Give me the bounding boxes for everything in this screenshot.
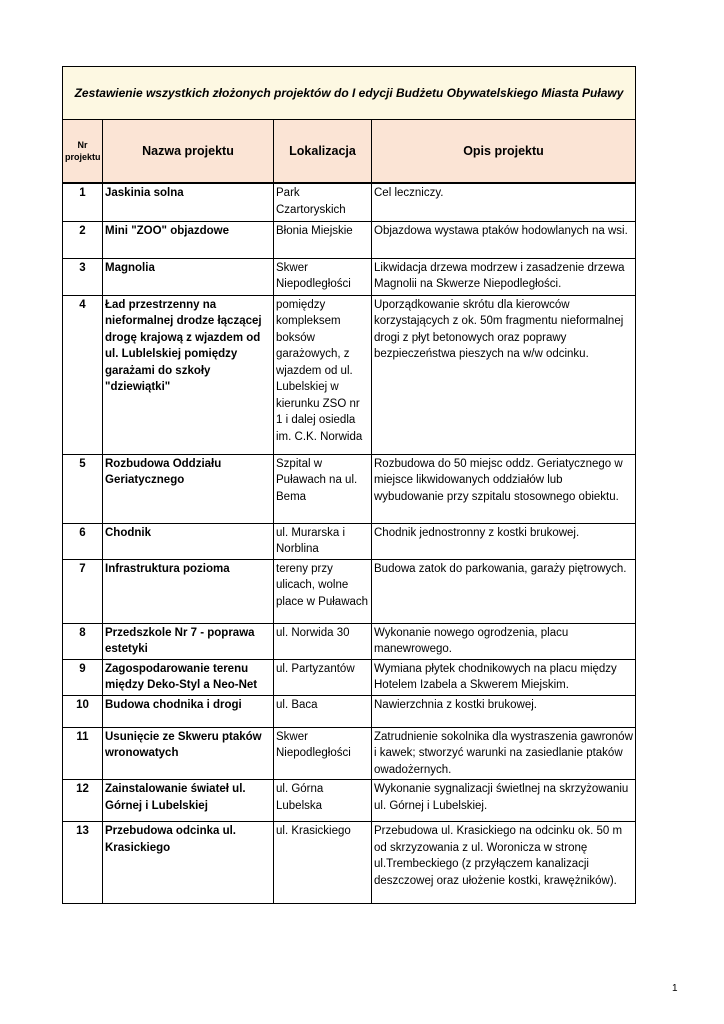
page-number: 1 — [672, 983, 678, 994]
table-body — [63, 183, 636, 904]
cell-nr: 5 — [63, 454, 103, 523]
cell-name: Zainstalowanie świateł ul. Górnej i Lubelskiej — [103, 780, 274, 822]
cell-location: ul. Murarska i Norblina — [274, 523, 372, 559]
cell-name: Chodnik — [103, 523, 274, 559]
cell-name: Magnolia — [103, 258, 274, 295]
cell-description: Uporządkowanie skrótu dla kierowców korzystających z ok. 50m fragmentu nieformalnej drogi z płyt betonowych oraz poprawy bezpieczeństwa pieszych na w/w odcinku. — [372, 295, 636, 454]
cell-location: ul. Partyzantów — [274, 659, 372, 695]
cell-location: Błonia Miejskie — [274, 221, 372, 258]
cell-name: Mini "ZOO" objazdowe — [103, 221, 274, 258]
cell-name: Usunięcie ze Skweru ptaków wronowatych — [103, 727, 274, 780]
cell-description: Wymiana płytek chodnikowych na placu między Hotelem Izabela a Skwerem Miejskim. — [372, 659, 636, 695]
table-row — [63, 454, 636, 523]
cell-location: ul. Górna Lubelska — [274, 780, 372, 822]
cell-nr: 3 — [63, 258, 103, 295]
cell-name: Infrastruktura pozioma — [103, 559, 274, 623]
projects-table — [62, 66, 636, 904]
cell-description: Cel leczniczy. — [372, 183, 636, 221]
cell-name: Jaskinia solna — [103, 183, 274, 221]
cell-nr: 10 — [63, 695, 103, 727]
table-row — [63, 780, 636, 822]
cell-name: Rozbudowa Oddziału Geriatycznego — [103, 454, 274, 523]
cell-location: ul. Norwida 30 — [274, 623, 372, 659]
table-row — [63, 822, 636, 904]
column-header-nr: Nr projektu — [63, 120, 103, 184]
cell-nr: 8 — [63, 623, 103, 659]
cell-nr: 12 — [63, 780, 103, 822]
table-row — [63, 295, 636, 454]
column-header-location: Lokalizacja — [274, 120, 372, 184]
cell-location: Szpital w Puławach na ul. Bema — [274, 454, 372, 523]
cell-nr: 9 — [63, 659, 103, 695]
table-row — [63, 258, 636, 295]
cell-nr: 1 — [63, 183, 103, 221]
table-row — [63, 727, 636, 780]
cell-location: Skwer Niepodległości — [274, 727, 372, 780]
cell-description: Przebudowa ul. Krasickiego na odcinku ok. 50 m od skrzyzowania z ul. Woronicza w stronę ul.Trembeckiego (z przyłączem kanalizacji deszczowej oraz ułożenie kostki, krawężników). — [372, 822, 636, 904]
cell-description: Objazdowa wystawa ptaków hodowlanych na wsi. — [372, 221, 636, 258]
cell-location: tereny przy ulicach, wolne place w Puławach — [274, 559, 372, 623]
cell-name: Ład przestrzenny na nieformalnej drodze łączącej drogę krajową z wjazdem od ul. Lublelskiej pomiędzy garażami do szkoły "dziewiątki" — [103, 295, 274, 454]
table-row — [63, 559, 636, 623]
cell-description: Chodnik jednostronny z kostki brukowej. — [372, 523, 636, 559]
table-row — [63, 695, 636, 727]
cell-name: Zagospodarowanie terenu między Deko-Styl a Neo-Net — [103, 659, 274, 695]
cell-location: ul. Baca — [274, 695, 372, 727]
cell-location: Skwer Niepodległości — [274, 258, 372, 295]
cell-name: Przebudowa odcinka ul. Krasickiego — [103, 822, 274, 904]
table-row — [63, 659, 636, 695]
cell-description: Nawierzchnia z kostki brukowej. — [372, 695, 636, 727]
table-header-row — [63, 120, 636, 184]
document-table-container — [62, 66, 635, 904]
cell-nr: 7 — [63, 559, 103, 623]
cell-name: Przedszkole Nr 7 - poprawa estetyki — [103, 623, 274, 659]
table-row — [63, 623, 636, 659]
cell-location: pomiędzy kompleksem boksów garażowych, z wjazdem od ul. Lubelskiej w kierunku ZSO nr 1 i dalej osiedla im. C.K. Norwida — [274, 295, 372, 454]
cell-nr: 13 — [63, 822, 103, 904]
cell-description: Wykonanie sygnalizacji świetlnej na skrzyżowaniu ul. Górnej i Lubelskiej. — [372, 780, 636, 822]
cell-nr: 6 — [63, 523, 103, 559]
cell-nr: 11 — [63, 727, 103, 780]
cell-description: Budowa zatok do parkowania, garaży piętrowych. — [372, 559, 636, 623]
cell-location: Park Czartoryskich — [274, 183, 372, 221]
cell-description: Wykonanie nowego ogrodzenia, placu manewrowego. — [372, 623, 636, 659]
cell-description: Zatrudnienie sokolnika dla wystraszenia gawronów i kawek; stworzyć warunki na zasiedlanie ptaków owadożernych. — [372, 727, 636, 780]
cell-nr: 2 — [63, 221, 103, 258]
document-title: Zestawienie wszystkich złożonych projektów do I edycji Budżetu Obywatelskiego Miasta Puławy — [63, 67, 636, 120]
table-row — [63, 183, 636, 221]
cell-nr: 4 — [63, 295, 103, 454]
column-header-description: Opis projektu — [372, 120, 636, 184]
cell-description: Likwidacja drzewa modrzew i zasadzenie drzewa Magnolii na Skwerze Niepodległości. — [372, 258, 636, 295]
table-row — [63, 221, 636, 258]
cell-description: Rozbudowa do 50 miejsc oddz. Geriatycznego w miejsce likwidowanych oddziałów lub wybudowanie przy szpitalu stosownego obiektu. — [372, 454, 636, 523]
cell-location: ul. Krasickiego — [274, 822, 372, 904]
column-header-name: Nazwa projektu — [103, 120, 274, 184]
table-row — [63, 523, 636, 559]
cell-name: Budowa chodnika i drogi — [103, 695, 274, 727]
